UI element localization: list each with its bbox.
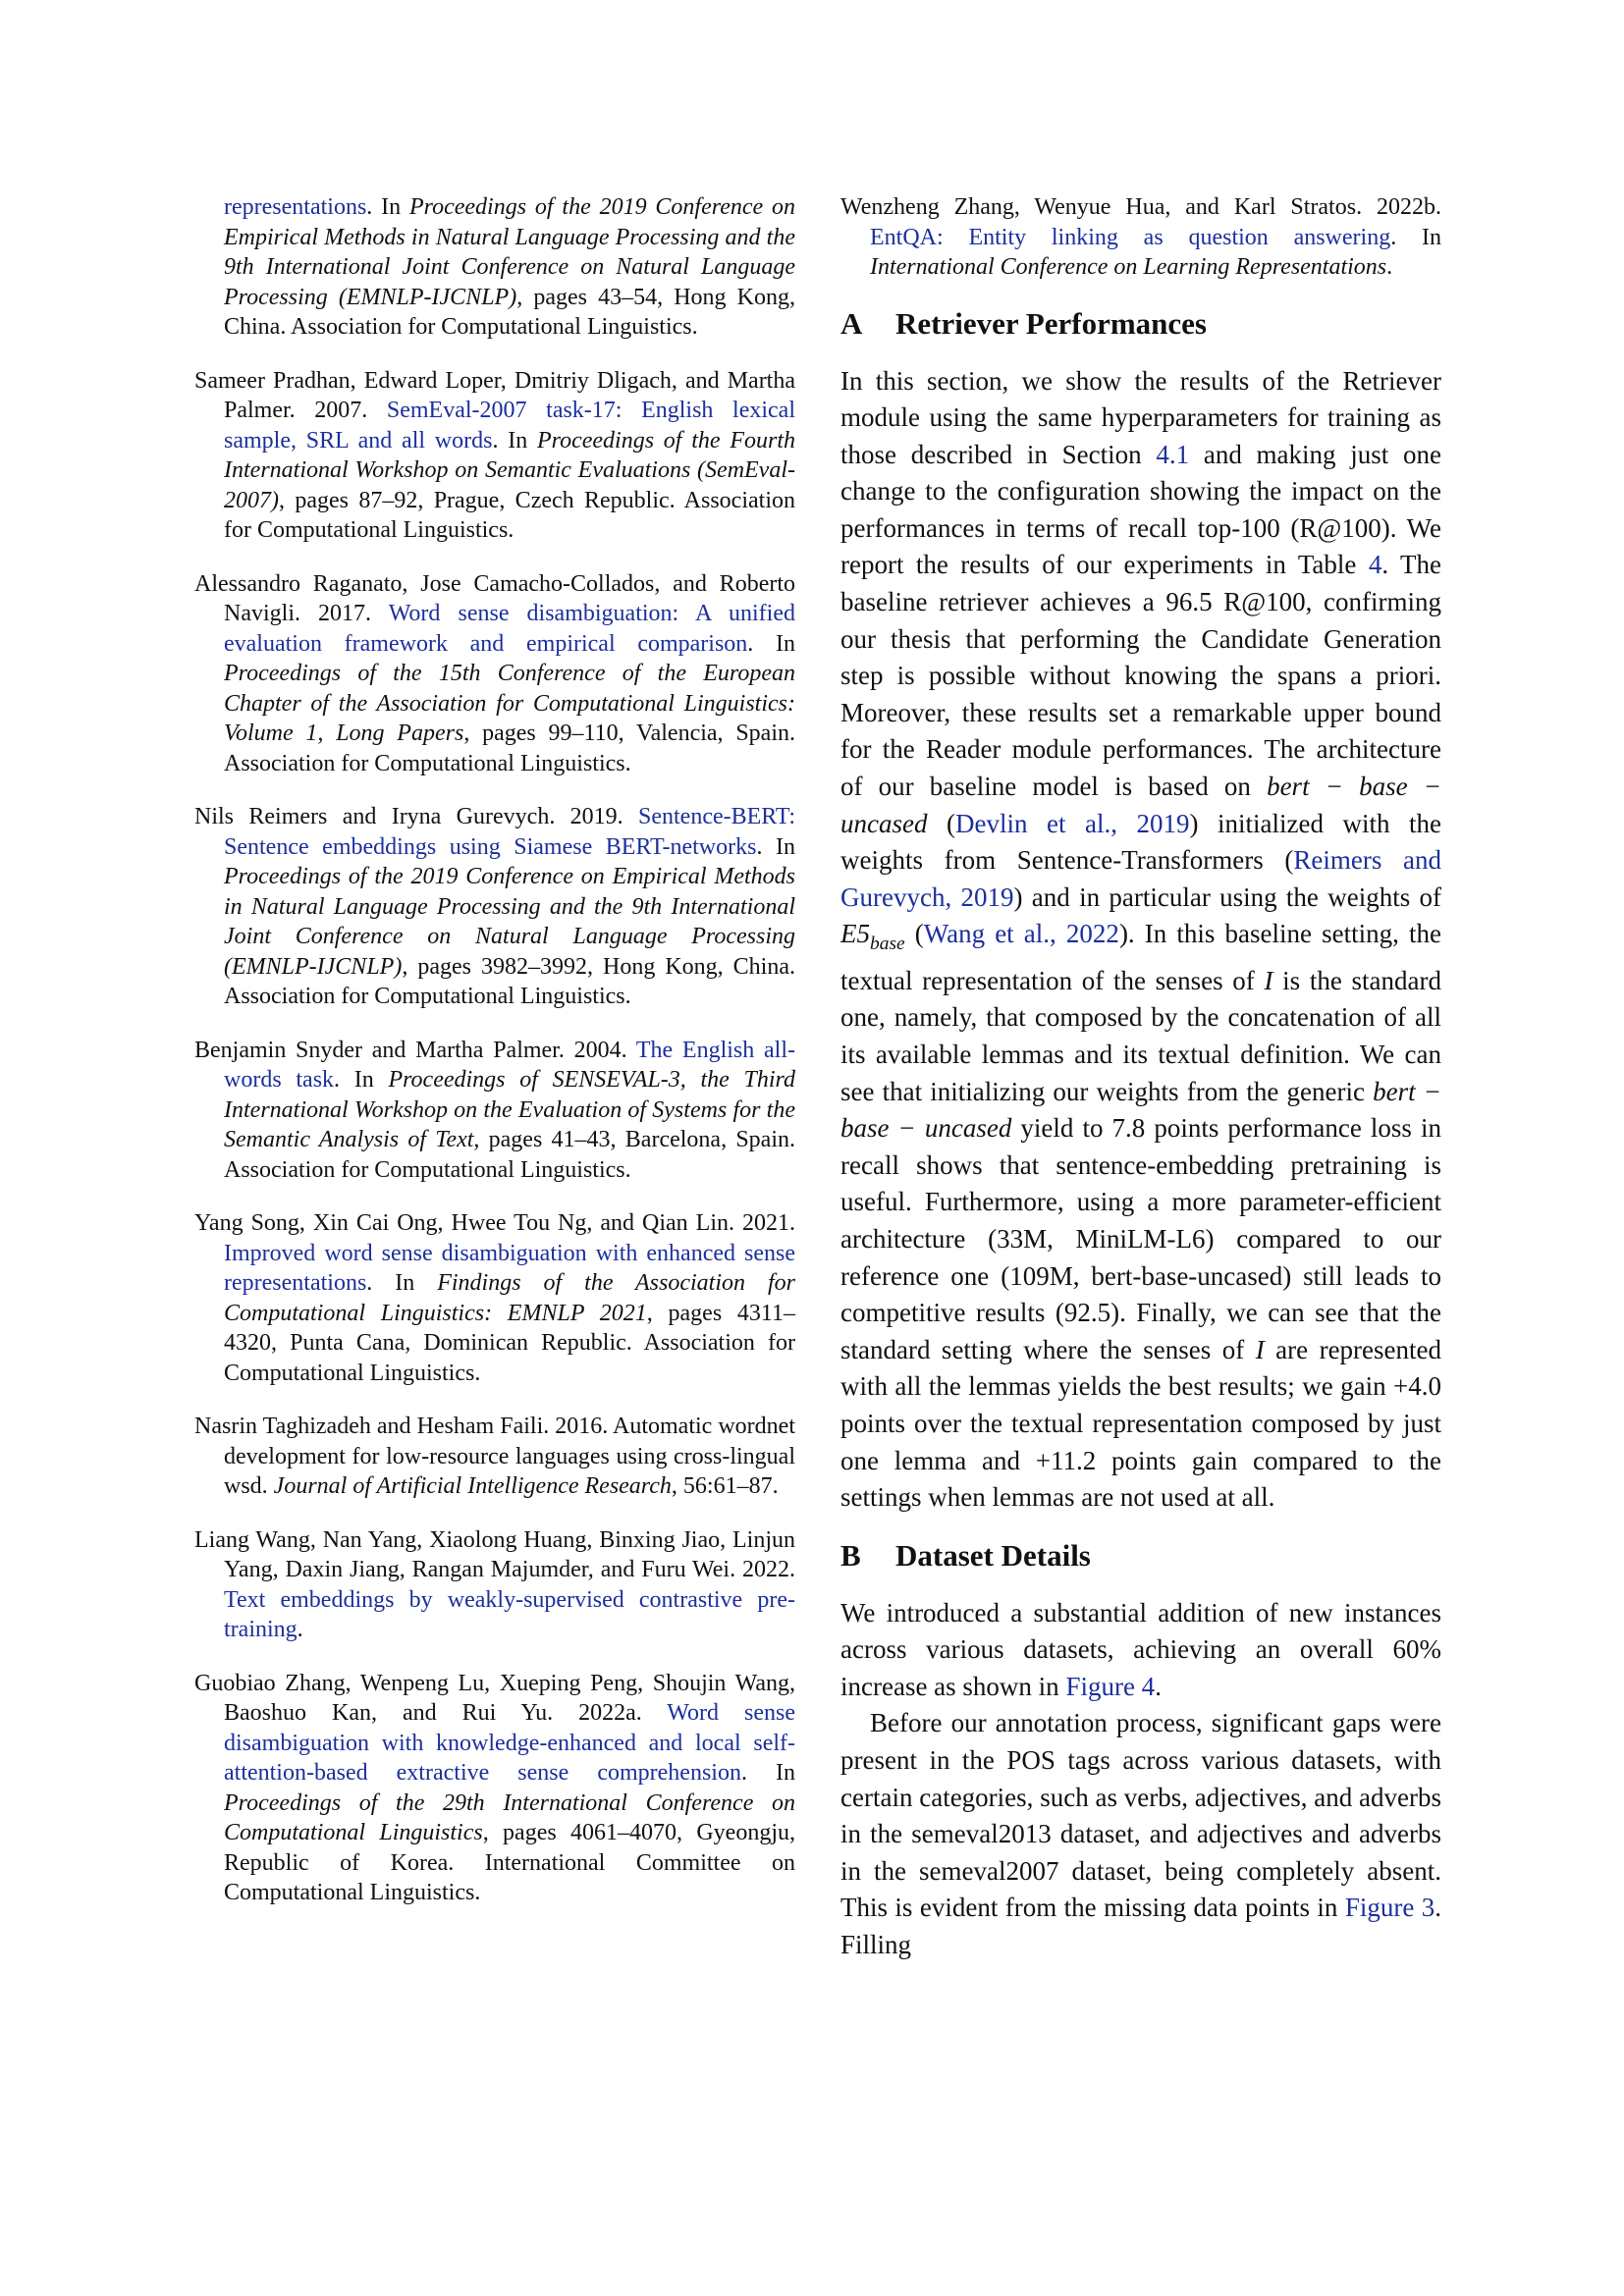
references-left-column (194, 192, 795, 1932)
reference-entry: Wenzheng Zhang, Wenyue Hua, and Karl Stratos. 2022b. EntQA: Entity linking as question answering. In International Conference on Learning Representations. (840, 194, 1441, 280)
math-subscript: base (870, 934, 905, 955)
reference-entry: Benjamin Snyder and Martha Palmer. 2004. The English all-words task. In Proceedings of SENSEVAL-3, the Third International Workshop on the Evaluation of Systems for the Semantic Analysis of Text, pages 41–43, Barcelona, Spain. Association for Computational Linguistics. (194, 1037, 795, 1183)
section-ref-link[interactable]: 4.1 (1156, 439, 1190, 469)
reference-entry: Sameer Pradhan, Edward Loper, Dmitriy Dligach, and Martha Palmer. 2007. SemEval-2007 task-17: English lexical sample, SRL and all words. In Proceedings of the Fourth International Workshop on Semantic Evaluations (SemEval-2007), pages 87–92, Prague, Czech Republic. Association for Computational Linguistics. (194, 367, 795, 543)
right-column (840, 192, 1441, 1964)
reference-link[interactable]: The English all-words task (224, 1037, 795, 1093)
section-b-paragraph: We introduced a substantial addition of new instances across various datasets, achieving an overall 60% increase as shown in Figure 4. (840, 1597, 1441, 1701)
section-b-paragraph: Before our annotation process, significant gaps were present in the POS tags across various datasets, with certain categories, such as verbs, adjectives, and adverbs in the semeval2013 dataset, and adjectives and adverbs in the semeval2007 dataset, being completely absent. This is evident from the missing data points in Figure 3. Filling (840, 1708, 1442, 1960)
figure-ref-link[interactable]: Figure 4 (1065, 1671, 1156, 1701)
math-expression: E5 (840, 919, 870, 949)
reference-link[interactable]: Word sense disambiguation: A unified evaluation framework and empirical comparison (224, 601, 795, 657)
section-a-paragraph: In this section, we show the results of the Retriever module using the same hyperparameters for training as those described in Section 4.1 and making just one change to the configuration showing the impact on the performances in terms of recall top-100 (R@100). We report the results of our experiments in Table 4. The baseline retriever achieves a 96.5 R@100, confirming our thesis that performing the Candidate Generation step is possible without knowing the spans a priori. Moreover, these results set a remarkable upper bound for the Reader module performances. The architecture of our baseline model is based on bert − base − uncased (Devlin et al., 2019) initialized with the weights from Sentence-Transformers (Reimers and Gurevych, 2019) and in particular using the weights of $E5_{base}$ (Wang et al., 2022). In this baseline setting, the textual representation of the senses of I is the standard one, namely, that composed by the concatenation of all its available lemmas and its textual definition. We can see that initializing our weights from the generic bert − base − uncased yield to 7.8 points performance loss in recall shows that sentence-embedding pretraining is useful. Furthermore, using a more parameter-efficient architecture (33M, MiniLM-L6) compared to our reference one (109M, bert-base-uncased) still leads to competitive results (92.5). Finally, we can see that the standard setting where the senses of I are represented with all the lemmas yields the best results; we gain +4.0 points over the textual representation composed by just one lemma and +11.2 points gain compared to the settings when lemmas are not used at all. (840, 365, 1442, 1513)
reference-link[interactable]: SemEval-2007 task-17: English lexical sample, SRL and all words (224, 398, 795, 454)
reference-entry: Nils Reimers and Iryna Gurevych. 2019. Sentence-BERT: Sentence embeddings using Siamese BERT-networks. In Proceedings of the 2019 Conference on Empirical Methods in Natural Language Processing and the 9th International Joint Conference on Natural Language Processing (EMNLP-IJCNLP), pages 3982–3992, Hong Kong, China. Association for Computational Linguistics. (194, 804, 795, 1009)
citation-link[interactable]: Reimers and Gurevych, 2019 (840, 845, 1441, 912)
section-heading-a: A Retriever Performances (840, 305, 1207, 341)
math-expression: I (1264, 965, 1273, 995)
reference-entry: Guobiao Zhang, Wenpeng Lu, Xueping Peng, Shoujin Wang, Baoshuo Kan, and Rui Yu. 2022a. Word sense disambiguation with knowledge-enhanced and local self-attention-based extractive sense comprehension. In Proceedings of the 29th International Conference on Computational Linguistics, pages 4061–4070, Gyeongju, Republic of Korea. International Committee on Computational Linguistics. (194, 1670, 796, 1905)
math-expression: I (1255, 1334, 1265, 1364)
reference-entry: Yang Song, Xin Cai Ong, Hwee Tou Ng, and Qian Lin. 2021. Improved word sense disambiguation with enhanced sense representations. In Findings of the Association for Computational Linguistics: EMNLP 2021, pages 4311–4320, Punta Cana, Dominican Republic. Association for Computational Linguistics. (194, 1210, 795, 1386)
table-ref-link[interactable]: 4 (1368, 550, 1382, 580)
figure-ref-link[interactable]: Figure 3 (1344, 1893, 1435, 1923)
reference-entry: representations. In Proceedings of the 2019 Conference on Empirical Methods in Natural Language Processing and the 9th International Joint Conference on Natural Language Processing (EMNLP-IJCNLP), pages 43–54, Hong Kong, China. Association for Computational Linguistics. (224, 194, 795, 340)
reference-link[interactable]: EntQA: Entity linking as question answering (870, 224, 1391, 250)
reference-link[interactable]: Word sense disambiguation with knowledge-enhanced and local self-attention-based extractive sense comprehension (224, 1700, 795, 1786)
math-expression: bert − base − uncased (840, 772, 1441, 838)
citation-link[interactable]: Devlin et al., 2019 (955, 808, 1190, 838)
reference-entry: Nasrin Taghizadeh and Hesham Faili. 2016. Automatic wordnet development for low-resource languages using cross-lingual wsd. Journal of Artificial Intelligence Research, 56:61–87. (194, 1414, 795, 1499)
reference-entry: Alessandro Raganato, Jose Camacho-Collados, and Roberto Navigli. 2017. Word sense disambiguation: A unified evaluation framework and empirical comparison. In Proceedings of the 15th Conference of the European Chapter of the Association for Computational Linguistics: Volume 1, Long Papers, pages 99–110, Valencia, Spain. Association for Computational Linguistics. (194, 570, 795, 776)
citation-link[interactable]: Wang et al., 2022 (923, 919, 1119, 949)
reference-link[interactable]: Text embeddings by weakly-supervised contrastive pre-training (224, 1586, 795, 1642)
reference-link[interactable]: representations (224, 194, 367, 220)
reference-entry: Liang Wang, Nan Yang, Xiaolong Huang, Binxing Jiao, Linjun Yang, Daxin Jiang, Rangan Majumder, and Furu Wei. 2022. Text embeddings by weakly-supervised contrastive pre-training. (194, 1526, 795, 1642)
math-expression: bert − base − uncased (840, 1076, 1441, 1144)
section-heading-b: B Dataset Details (840, 1537, 1091, 1573)
reference-link[interactable]: Improved word sense disambiguation with enhanced sense representations (224, 1240, 795, 1296)
reference-link[interactable]: Sentence-BERT: Sentence embeddings using Siamese BERT-networks (224, 804, 795, 860)
